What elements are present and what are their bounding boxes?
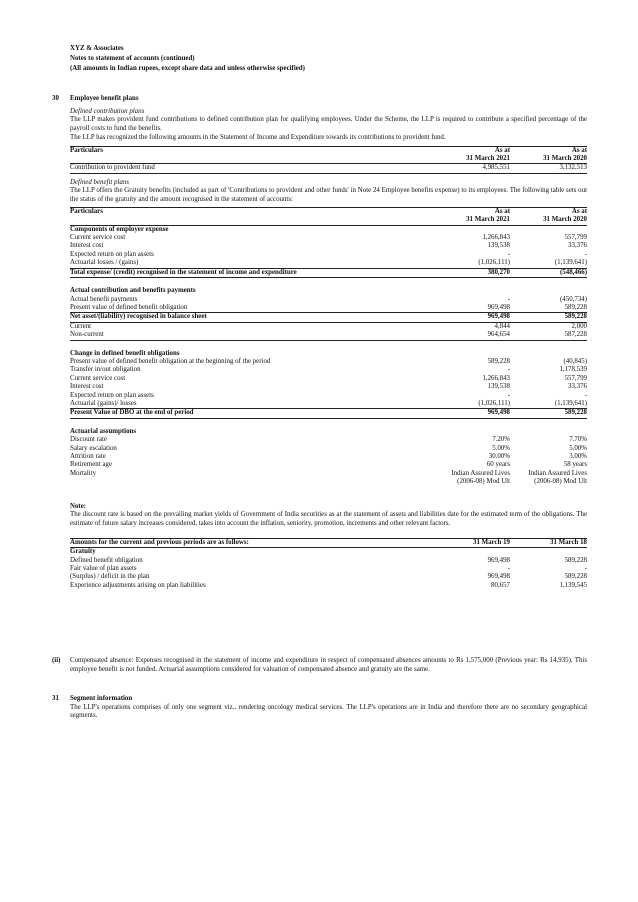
row-value: 589,228 bbox=[510, 409, 587, 418]
header-cell: 31 March 2020 bbox=[510, 216, 587, 225]
section-31 bbox=[52, 695, 597, 721]
row-label: Present Value of DBO at the end of period bbox=[70, 409, 410, 418]
row-value: 969,498 bbox=[410, 409, 510, 418]
row-label: Attrition rate bbox=[70, 453, 106, 460]
section-number: (ii) bbox=[52, 657, 61, 664]
row-label: Components of employer expense bbox=[70, 225, 169, 233]
row-value bbox=[410, 548, 510, 557]
paragraph: The LLP has recognized the following amounts in the Statement of Income and Expenditure towards its contributions to provident fund. bbox=[70, 133, 446, 141]
row-value bbox=[510, 340, 587, 350]
row-label: Defined benefit obligation bbox=[70, 556, 143, 564]
company-name: XYZ & Associates bbox=[70, 45, 124, 52]
section-title: Employee benefit plans bbox=[70, 95, 139, 102]
table-row bbox=[70, 573, 587, 581]
history-table-body bbox=[70, 548, 587, 591]
row-value: (2006-08) Mod Ult bbox=[534, 478, 587, 486]
table-row bbox=[70, 375, 587, 383]
table-row bbox=[70, 461, 587, 469]
table-header-row bbox=[70, 146, 587, 155]
amounts-note: (All amounts in Indian rupees, except share data and unless otherwise specified) bbox=[70, 65, 305, 72]
total-row bbox=[70, 313, 587, 322]
table-row bbox=[70, 366, 587, 374]
row-label: Interest cost bbox=[70, 242, 104, 250]
table-row bbox=[70, 565, 587, 573]
row-value: 58 years bbox=[563, 461, 587, 469]
table-row bbox=[70, 557, 587, 565]
row-value: (548,466) bbox=[510, 268, 587, 277]
row-value bbox=[410, 350, 510, 358]
row-label: Net asset/(liability) recognised in balance sheet bbox=[70, 313, 410, 322]
row-label: Expected return on plan assets bbox=[70, 391, 154, 399]
row-value: 1,139,545 bbox=[559, 581, 587, 589]
table-row bbox=[70, 478, 587, 486]
table-row bbox=[70, 358, 587, 366]
total-row bbox=[70, 268, 587, 277]
row-value: 587,228 bbox=[510, 331, 587, 340]
row-value: - bbox=[584, 250, 587, 258]
row-label: Gratuity bbox=[70, 548, 96, 556]
row-value: 1,266,843 bbox=[482, 234, 510, 242]
spacer-row bbox=[70, 418, 587, 428]
row-label: Actual contribution and benefits payments bbox=[70, 287, 196, 295]
notes-subtitle: Notes to statement of accounts (continued) bbox=[70, 55, 195, 62]
header-cell: Amounts for the current and previous periods are as follows: bbox=[70, 538, 410, 547]
row-value: (1,026,111) bbox=[478, 399, 510, 407]
row-value: 589,228 bbox=[564, 303, 587, 311]
row-value bbox=[510, 225, 587, 234]
note-paragraph: The discount rate is based on the prevailing market yields of Government of India securities as at the statement of assets and liabilities date for the estimated term of the obligations. The estimate of future salary increases considered, takes into account the inflation, seniority, promotion, increments and other relevant factors. bbox=[70, 511, 587, 528]
row-value: Indian Assured Lives bbox=[451, 469, 510, 477]
subsection-title: Defined contribution plans bbox=[70, 107, 145, 115]
row-value: 1,178,539 bbox=[559, 366, 587, 374]
row-value bbox=[510, 428, 587, 436]
table-header-row bbox=[70, 216, 587, 225]
row-label: Current service cost bbox=[70, 234, 126, 242]
row-value bbox=[410, 340, 510, 350]
row-value: 969,498 bbox=[487, 573, 510, 581]
gratuity-table bbox=[70, 207, 587, 487]
row-value: 7.70% bbox=[569, 436, 587, 444]
group-heading-row bbox=[70, 287, 587, 295]
header-cell: 31 March 19 bbox=[410, 538, 510, 547]
row-value: 969,498 bbox=[487, 303, 510, 311]
row-value: - bbox=[584, 564, 587, 572]
table-row bbox=[70, 436, 587, 444]
table-row bbox=[70, 453, 587, 461]
table-header-row bbox=[70, 538, 587, 547]
row-value: 33,376 bbox=[568, 383, 587, 391]
row-value: (40,845) bbox=[563, 357, 587, 365]
row-label: Mortality bbox=[70, 469, 97, 477]
table-row bbox=[70, 164, 587, 173]
table-row bbox=[70, 322, 587, 331]
header-cell: 31 March 2021 bbox=[410, 155, 510, 164]
row-value: 33,376 bbox=[568, 242, 587, 250]
row-label: Actual benefit payments bbox=[70, 295, 138, 303]
row-value: 2,000 bbox=[571, 322, 587, 330]
spacer-row bbox=[70, 340, 587, 350]
row-value: - bbox=[584, 391, 587, 399]
row-value: - bbox=[507, 366, 510, 374]
row-label: Interest cost bbox=[70, 383, 104, 391]
row-value: 557,799 bbox=[564, 234, 587, 242]
row-value: 5.00% bbox=[492, 444, 510, 452]
row-value bbox=[510, 287, 587, 295]
header-cell: As at bbox=[410, 207, 510, 216]
section-title: Segment information bbox=[70, 695, 133, 702]
spacer-row bbox=[70, 278, 587, 288]
table-row bbox=[70, 331, 587, 340]
row-value: 589,228 bbox=[564, 556, 587, 564]
row-value: (2006-08) Mod Ult bbox=[457, 478, 510, 486]
row-value bbox=[410, 287, 510, 295]
row-label: Total expense/ (credit) recognised in the statement of income and expenditure bbox=[70, 268, 410, 277]
table-row bbox=[70, 400, 587, 409]
row-label: Salary escalation bbox=[70, 444, 117, 452]
row-value: 60 years bbox=[486, 461, 510, 469]
section-30 bbox=[52, 95, 597, 590]
group-heading-row bbox=[70, 350, 587, 358]
row-value bbox=[510, 278, 587, 288]
total-row bbox=[70, 409, 587, 418]
row-value: - bbox=[507, 250, 510, 258]
row-label: Discount rate bbox=[70, 436, 107, 444]
row-value: (450,734) bbox=[560, 295, 587, 303]
row-label: Contribution to provident fund bbox=[70, 164, 410, 173]
row-value: 964,654 bbox=[410, 331, 510, 340]
row-value bbox=[410, 418, 510, 428]
section-ii bbox=[52, 657, 597, 674]
row-value: (1,139,641) bbox=[554, 259, 587, 267]
row-label: Present value of defined benefit obligation at the beginning of the period bbox=[70, 357, 271, 365]
table-header-row bbox=[70, 155, 587, 164]
table-row bbox=[70, 470, 587, 478]
table-row bbox=[70, 259, 587, 268]
row-label bbox=[70, 340, 410, 350]
row-value: Indian Assured Lives bbox=[528, 469, 587, 477]
row-label: Change in defined benefit obligations bbox=[70, 349, 180, 357]
table-header-row bbox=[70, 207, 587, 216]
row-value bbox=[510, 418, 587, 428]
note-title: Note: bbox=[70, 502, 87, 510]
table-row bbox=[70, 296, 587, 304]
row-label: (Surplus) / deficit in the plan bbox=[70, 573, 150, 581]
row-value bbox=[510, 548, 587, 557]
table-row bbox=[70, 445, 587, 453]
section-number: 30 bbox=[52, 95, 59, 102]
row-label bbox=[70, 278, 410, 288]
row-label: Transfer in/out obligation bbox=[70, 366, 141, 374]
row-value: 5.00% bbox=[569, 444, 587, 452]
row-label: Actuarial assumptions bbox=[70, 427, 137, 435]
row-label: Experience adjustments arising on plan liabilities bbox=[70, 581, 206, 589]
paragraph: The LLP makes provident fund contributions to defined contribution plan for qualifying employees. Under the Scheme, the LLP is required to contribute a specified percentage of the payroll costs to fund the benefits. bbox=[70, 116, 587, 133]
header-cell: 31 March 18 bbox=[510, 538, 587, 547]
row-value bbox=[410, 428, 510, 436]
row-label: Actuarial (gains)/ losses bbox=[70, 399, 137, 407]
row-label: Current service cost bbox=[70, 374, 126, 382]
row-label bbox=[70, 478, 410, 486]
row-label: Fair value of plan assets bbox=[70, 564, 137, 572]
row-label: Expected return on plan assets bbox=[70, 250, 154, 258]
provident-fund-table bbox=[70, 146, 587, 174]
row-value: 80,657 bbox=[491, 581, 510, 589]
row-label: Present value of defined benefit obligation bbox=[70, 303, 188, 311]
row-value bbox=[410, 225, 510, 234]
row-label bbox=[70, 418, 410, 428]
row-value: 3.00% bbox=[569, 453, 587, 460]
header-cell: As at bbox=[510, 207, 587, 216]
row-value: - bbox=[507, 295, 510, 303]
row-value: 557,799 bbox=[564, 374, 587, 382]
paragraph: The LLP's operations comprises of only one segment viz., rendering oncology medical services. The LLP's operations are in India and therefore there are no secondary geographical segments. bbox=[70, 703, 587, 720]
row-label: Non-current bbox=[70, 331, 410, 340]
row-value bbox=[510, 350, 587, 358]
row-value: 4,985,551 bbox=[410, 164, 510, 173]
row-value bbox=[410, 278, 510, 288]
row-value: 3,132,513 bbox=[510, 164, 587, 173]
group-heading-row bbox=[70, 548, 587, 557]
row-value: - bbox=[507, 564, 510, 572]
table-row bbox=[70, 392, 587, 400]
table-row bbox=[70, 251, 587, 259]
header-cell: 31 March 2020 bbox=[510, 155, 587, 164]
row-value: 969,498 bbox=[410, 313, 510, 322]
row-value: (1,026,111) bbox=[478, 259, 510, 267]
row-value: - bbox=[507, 391, 510, 399]
row-label: Current bbox=[70, 322, 92, 330]
group-heading-row bbox=[70, 428, 587, 436]
header-cell: 31 March 2021 bbox=[410, 216, 510, 225]
row-value: 139,538 bbox=[487, 383, 510, 391]
row-value: 589,228 bbox=[564, 573, 587, 581]
header-cell: As at bbox=[510, 146, 587, 155]
header-cell: Particulars bbox=[70, 207, 410, 216]
row-value: 139,538 bbox=[487, 242, 510, 250]
table-row bbox=[70, 383, 587, 391]
row-value: 7.20% bbox=[492, 436, 510, 444]
row-value: 4,844 bbox=[494, 322, 510, 330]
table-row bbox=[70, 582, 587, 590]
subsection-title: Defined benefit plans bbox=[70, 178, 129, 186]
table-row bbox=[70, 242, 587, 250]
row-label: Actuarial losses / (gains) bbox=[70, 259, 139, 267]
section-number: 31 bbox=[52, 695, 59, 702]
table-row bbox=[70, 304, 587, 313]
row-value: 589,228 bbox=[510, 313, 587, 322]
row-value: 1,266,843 bbox=[482, 374, 510, 382]
header-cell: Particulars bbox=[70, 146, 410, 155]
group-heading-row bbox=[70, 225, 587, 234]
row-label: Retirement age bbox=[70, 461, 112, 469]
row-value: (1,139,641) bbox=[554, 399, 587, 407]
row-value: 969,498 bbox=[487, 556, 510, 564]
row-value: 589,228 bbox=[487, 357, 510, 365]
paragraph: The LLP offers the Gratuity benefits (included as part of 'Contributions to provident and other funds' in Note 24 Employee benefits expense) to its employees. The following table sets out the status of the gratuity and the amount recognised in the statement of accounts: bbox=[70, 187, 587, 204]
paragraph: Compensated absence: Expenses recognised in the statement of income and expenditure in respect of compensated absences amounts to Rs 1,575,000 (Previous year: Rs 14,935). This employee benefit is not funded. Actuarial assumptions considered for valuation of compensated absence and gratuity are the same. bbox=[70, 657, 587, 673]
history-table bbox=[70, 538, 587, 590]
header-cell: As at bbox=[410, 146, 510, 155]
row-value: 380,270 bbox=[410, 268, 510, 277]
row-value: 30.00% bbox=[488, 453, 510, 460]
page-header bbox=[70, 44, 305, 74]
table-row bbox=[70, 234, 587, 242]
gratuity-table-body bbox=[70, 225, 587, 486]
